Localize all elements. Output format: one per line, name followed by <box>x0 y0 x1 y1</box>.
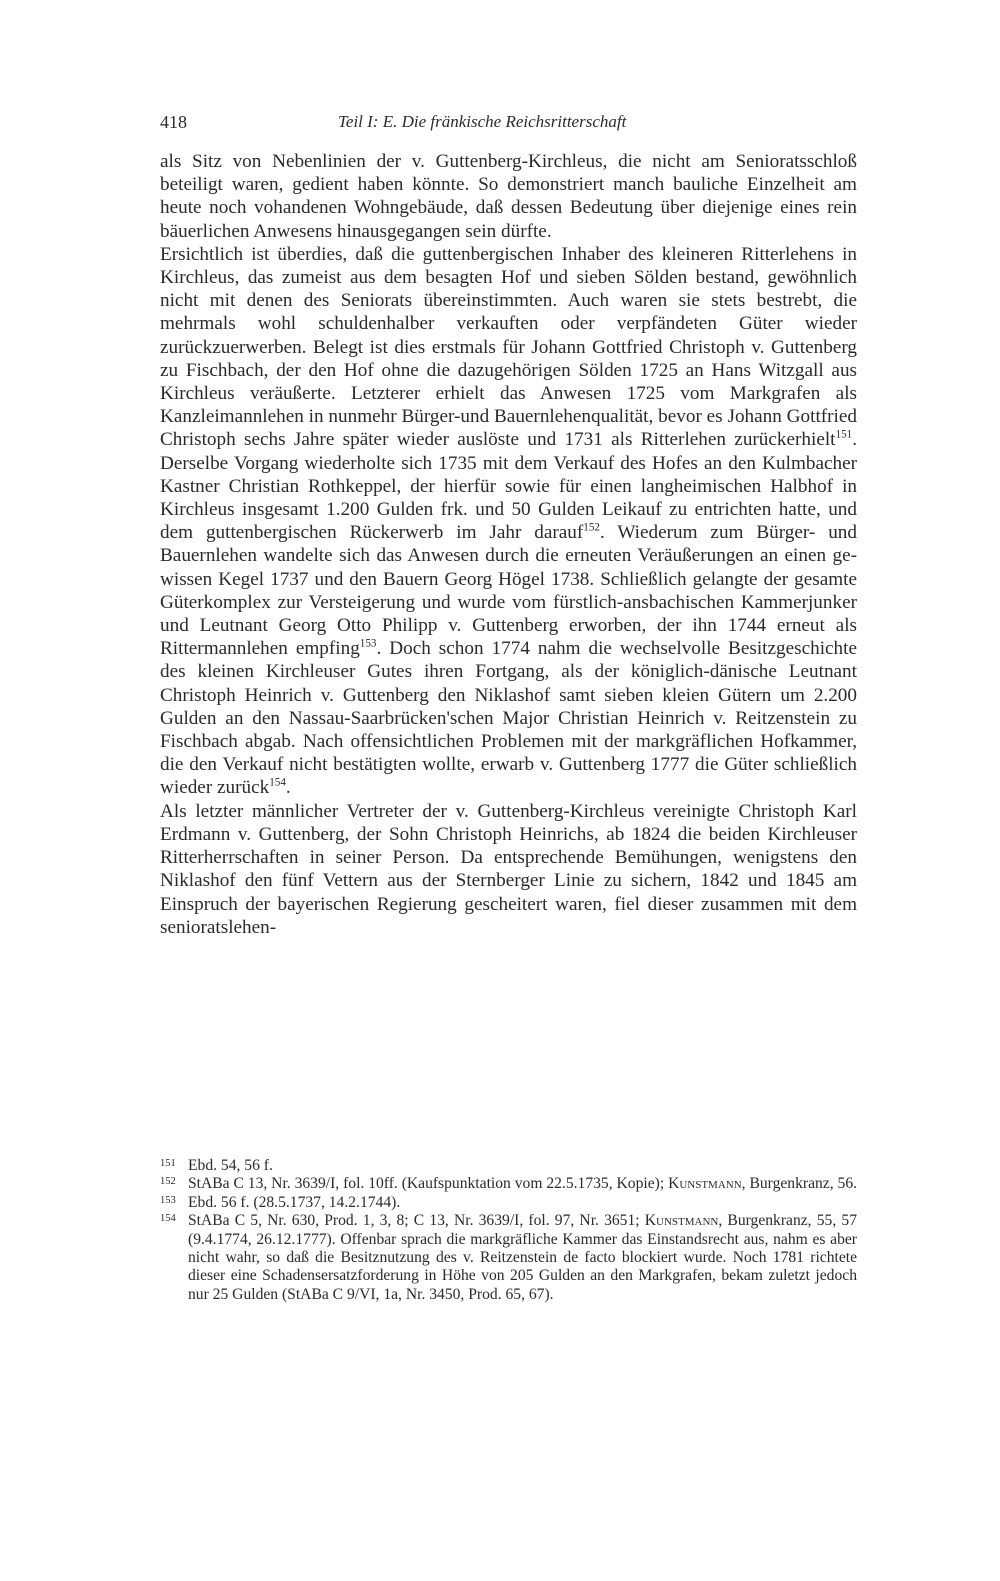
footnote-author: Kunstmann <box>668 1175 742 1193</box>
paragraph-2-part-b: . Derselbe Vorgang wiederholte sich 1735 mit dem Verkauf des Hofes an den Kulmbacher Kastner Christian Rothkeppel, der hierfür sowie für einen langheimischen Halbhof in Kirchleus insgesamt 1.200 Gulden frk. und 50 Gulden Leikauf zu entrichten hatte, und dem guttenbergischen Rückerwerb im Jahr darauf <box>160 429 857 544</box>
paragraph-2 <box>160 243 857 800</box>
footnote-number: 151 <box>160 1158 176 1169</box>
footnote-author: Kunstmann <box>644 1212 719 1230</box>
footnote-ref-151: 151 <box>835 429 853 442</box>
main-text <box>160 150 857 939</box>
page-number: 418 <box>160 112 187 132</box>
footnote-ref-154: 154 <box>269 777 286 790</box>
footnote-text-continued: , Burgenkranz, 56. <box>741 1175 858 1193</box>
footnote-text: Ebd. 56 f. (28.5.1737, 14.2.1744). <box>188 1193 401 1211</box>
footnote-151 <box>160 1157 857 1175</box>
footnote-ref-153: 153 <box>359 637 377 650</box>
footnote-ref-152: 152 <box>583 521 600 534</box>
paragraph-2-part-c: . Wiederum zum Bürger- und Bauernlehen wandelte sich das Anwesen durch die erneuten Veräußerungen an einen gewissen Kegel 1737 und den Bauern Georg Högel 1738. Schließlich gelangte der gesamte Güterkomplex zur Versteigerung und wurde vom fürstlich-ansbachischen Kammerjunker und Leutnant Georg Otto Philipp v. Guttenberg erworben, der ihn 1744 erneut als Rittermannlehen empfing <box>160 522 857 660</box>
paragraph-1: als Sitz von Nebenlinien der v. Guttenberg-Kirchleus, die nicht am Senioratsschloß beteiligt waren, gedient haben könnte. So demonstriert manch bauliche Einzelheit am heute noch vohandenen Wohngebäude, daß dessen Bedeutung über diejenige eines rein bäuerlichen Anwesens hinausgegangen sein dürfte. <box>160 151 857 242</box>
paragraph-2-part-e: . <box>285 777 291 799</box>
running-title: Teil I: E. Die fränkische Reichsritterschaft <box>338 112 627 131</box>
paragraph-3: Als letzter männlicher Vertreter der v. Guttenberg-Kirchleus vereinigte Christoph Karl Erdmann v. Guttenberg, der Sohn Christoph Heinrichs, ab 1824 die beiden Kirchleuser Ritterherrschaften in seiner Person. Da entsprechende Bemühungen, wenigstens den Niklashof den fünf Vettern aus der Sternberger Linie zu sichern, 1842 und 1845 am Einspruch der bayerischen Regierung gescheitert waren, fiel dieser zusammen mit dem senioratslehen- <box>160 800 857 938</box>
page-header <box>160 112 860 142</box>
footnote-152 <box>160 1175 857 1193</box>
paragraph-2-part-d: . Doch schon 1774 nahm die wechselvolle Besitzgeschichte des kleinen Kirchleuser Gutes ihren Fortgang, als der königlich-dänische Leutnant Christoph Heinrich v. Guttenberg den Niklashof samt sieben kleien Gütern um 2.200 Gulden an den Nassau-Saarbrücken'schen Major Christian Heinrich v. Reitzenstein zu Fischbach abgab. Nach offensichtlichen Problemen mit der markgräflichen Hofkammer, die den Verkauf nicht bestätigten wollte, erwarb v. Guttenberg 1777 die Güter schließlich wieder zurück <box>160 638 857 799</box>
footnote-text: StABa C 5, Nr. 630, Prod. 1, 3, 8; C 13, Nr. 3639/I, fol. 97, Nr. 3651; <box>188 1212 645 1230</box>
footnote-number: 153 <box>160 1194 176 1206</box>
footnote-number: 154 <box>160 1213 176 1225</box>
footnote-154 <box>160 1212 857 1304</box>
footnote-text: StABa C 13, Nr. 3639/I, fol. 10ff. (Kaufspunktation vom 22.5.1735, Kopie); <box>188 1175 669 1193</box>
footnote-number: 152 <box>160 1176 176 1188</box>
paragraph-2-part-a: Ersichtlich ist überdies, daß die guttenbergischen Inhaber des kleineren Ritterlehens in Kirchleus, das zumeist aus dem besagten Hof und sieben Sölden bestand, gewöhnlich nicht mit denen des Seniorats übereinstimmten. Auch waren sie stets bestrebt, die mehrmals wohl schuldenhalber verkauften oder verpfändeten Güter wieder zurückzuerwerben. Belegt ist dies erstmals für Johann Gottfried Christoph v. Guttenberg zu Fischbach, der den Hof ohne die dazugehörigen Sölden 1725 an Hans Witzgall aus Kirchleus veräußerte. Letzterer erhielt das Anwesen 1725 vom Markgrafen als Kanzleimannlehen in nunmehr Bürger-und Bauernlehenqualität, bevor es Johann Gottfried Christoph sechs Jahre später wieder auslöste und 1731 als Ritterlehen zurückerhielt <box>160 243 857 451</box>
footnote-153 <box>160 1194 857 1212</box>
footnote-text-continued: , Burgenkranz, 55, 57 (9.4.1774, 26.12.1777). Offenbar sprach die markgräfliche Kammer das Einstandsrecht aus, nahm es aber nicht wahr, so daß die Besitznutzung des v. Reitzenstein de facto blockiert wurde. Noch 1781 richtete dieser eine Schadensersatzforderung in Höhe von 205 Gulden an den Markgrafen, bekam zuletzt jedoch nur 25 Gulden (StABa C 9/VI, 1a, Nr. 3450, Prod. 65, 67). <box>188 1212 857 1303</box>
footnote-text: Ebd. 54, 56 f. <box>188 1157 273 1174</box>
footnotes <box>160 1157 857 1304</box>
